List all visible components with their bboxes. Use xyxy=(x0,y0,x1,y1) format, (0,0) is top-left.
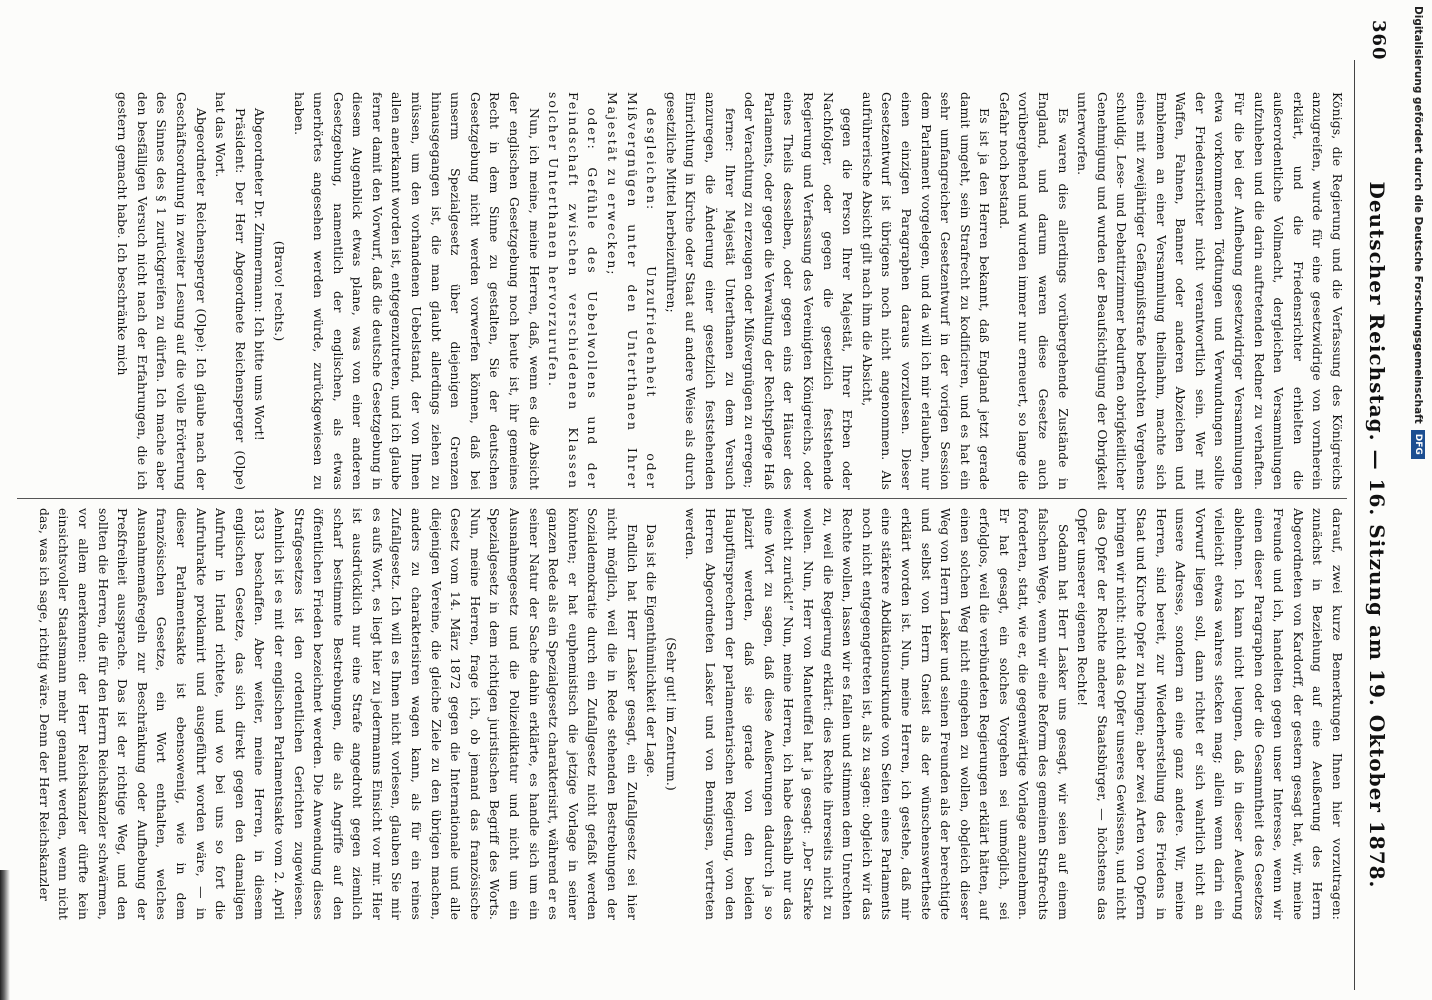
column-divider xyxy=(17,498,1347,499)
page-header: Deutscher Reichstag. — 16. Sitzung am 19. Oktober 1878. xyxy=(1365,181,1389,889)
left-applause: (Bravo! rechts.) xyxy=(271,240,287,342)
page-number: 360 xyxy=(1368,20,1389,61)
president-remark: Präsident: Der Herr Abgeordnete Reichensperger (Olpe) hat das Wort. xyxy=(213,92,248,490)
scan-edge-shadow xyxy=(0,870,10,1000)
right-paragraph-1: darauf, zwei kurze Bemerkungen Ihnen hier vorzutragen: zunächst in Beziehung auf eine Aeußerung des Herrn Abgeordneten von Kardorff, der gestern gesagt hat, wir, meine Freunde und ich, handelten gegen unser Interesse, wenn wir einen dieser Paragraphen oder die Gesammtheit des Gesetzes ablehnen. Ich kann nicht leugnen, daß in dieser Aeußerung vielleicht etwas wahres stecken mag; allein wenn darin ein Vorwurf liegen soll, dann richtet er sich wahrlich nicht an unsere Adresse, sondern an eine ganz andere. Wir, meine Herren, sind bereit, zur Wiederherstellung des Friedens in Staat und Kirche Opfer zu bringen; aber zwei Arten von Opfern bringen wir nicht: nicht das Opfer unseres Gewissens, und nicht das Opfer der Rechte anderer Staatsbürger, — höchstens das Opfer unserer eigenen Rechte! xyxy=(1075,508,1345,920)
right-paragraph-2: Sodann hat Herr Lasker uns gesagt, wir seien auf einem falschen Wege, wenn wir eine Reform des gemeinen Strafrechts forderten, statt, wie er, die gegenwärtige Vorlage anzunehmen. Er hat gesagt, ein solches Vorgehen sei unmöglich, sei erfolglos, weil die verbündeten Regierungen erklärt hätten, auf einen solchen Weg nicht eingehen zu wollen, obgleich dieser Weg von Herrn Lasker und seinen Freunden als der berechtigte und selbst von Herrn Gneist als der wünschenswertheste erklärt worden ist. Nun, meine Herren, ich gestehe, daß mir eine stärkere Abdikationsurkunde von Seiten eines Parlaments noch nicht entgegengetreten ist, als zu sagen: obgleich wir das Rechte wollen, lassen wir es fallen und stimmen dem Unrechten zu, weil die Regierung erklärt: dies Rechte ihrerseits nicht zu wollen. Nun, Herr von Manteuffel hat ja gesagt: „Der Starke weicht zurück!“ Nun, meine Herren, ich habe deshalb nur das eine Wort zu sagen, daß diese Aeußerungen dadurch ja so plazirt werden, daß sie gerade von den beiden Hauptfürsprechern der parlamentarischen Regierung, von den Herren Abgeordneten Lasker und von Bennigsen, vertreten werden. xyxy=(683,508,1071,920)
digitization-text: Digitalisierung gefördert durch die Deutsche Forschungsgemeinschaft xyxy=(1412,6,1424,424)
left-column xyxy=(8,92,1347,490)
left-paragraph-4: Nun, ich meine, meine Herren, daß, wenn es die Absicht der englischen Gesetzgebung noch heute ist, ihr gemeines Recht in dem Sinne zu gestalten, Sie der deutschen Gesetzgebung nicht werden vorwerfen können, daß bei unserm Spezialgesetz über diejenigen Grenzen hinausgegangen ist, die man glaubt allerdings ziehen zu müssen, um den vorhandenen Uebelstand, der von Ihnen allen anerkannt worden ist, entgegenzutreten, und ich glaube ferner damit den Vorwurf, daß die deutsche Gesetzgebung in diesem Augenblick etwas plane, was von einer anderen Gesetzgebung, namentlich der englischen, als etwas unerhörtes angesehen werden würde, zurückgewiesen zu haben. xyxy=(291,92,542,490)
speaker-reichensperger: Abgeordneter Reichensperger (Olpe): Ich glaube nach der Geschäftsordnung in zweiter Lesung auf die volle Erörterung des Sinnes des § 1 zurückgreifen zu dürfen. Ich mache aber den besfälligen Versuch nicht nach der Erfahrungen, die ich gestern gemacht habe. Ich beschränke mich xyxy=(115,92,209,490)
digitization-stamp xyxy=(1408,6,1428,586)
left-quote-1: gegen die Person Ihrer Majestät, Ihrer Erben oder Nachfolger, oder gegen die gesetzlich feststehende Regierung und Verfassung des Vereinigten Königreichs, oder eines Theils desselben, oder gegen eins der Häuser des Parlaments, oder gegen die Verwaltung der Rechtspflege Haß oder Verachtung zu erzeugen oder Mißvergnügen zu erregen; xyxy=(742,92,856,490)
left-paragraph-3: Es ist ja den Herren bekannt, daß England jetzt gerade damit umgeht, sein Strafrecht zu kodificiren, und es hat ein sehr umfangreicher Gesetzentwurf in der vorigen Session dem Parlament vorgelegen, und da will ich mir erlauben, nur einen einzigen Paragraphen daraus vorzulesen. Dieser Gesetzentwurf ist übrigens noch nicht angenommen. Als aufrührerische Absicht gilt nach ihm die Absicht, xyxy=(859,92,993,490)
speaker-zimmermann: Abgeordneter Dr. Zimmermann: Ich bitte ums Wort! xyxy=(252,108,268,441)
left-quote-3: desgleichen: Unzufriedenheit oder Mißvergnügen unter den Unterthanen Ihrer Majestät zu erwecken; xyxy=(605,92,660,490)
right-paragraph-4: Endlich hat Herr Lasker gesagt, ein Zufallgesetz sei hier nicht möglich, weil die in Rede stehenden Bestrebungen der Sozialdemokratie durch ein Zufallgesetz nicht gefaßt werden könnten; er hat euphemistisch die jetzige Vorlage in seiner ganzen Rede als ein Spezialgesetz charakterisirt, während er es seiner Natur der Sache dahin erklärte, es handle sich um ein Ausnahmegesetz und die Polizeidiktatur und nicht um ein Spezialgesetz in dem richtigen juristischen Begriff des Worts. Nun, meine Herren, frage ich, ob jemand das französische Gesetz vom 14. März 1872 gegen die Internationale und alle diejenigen Vereine, die gleiche Ziele zu den übrigen machen, anders zu charakterisiren wagen kann, als für ein reines Zufallgesetz. Ich will es Ihnen nicht vorlesen, glauben Sie mir es aufs Wort, es liegt hier zu jedermanns Einsicht vor mir. Hier ist ausdrücklich nur eine Strafe angedroht gegen ziemlich scharf bestimmte Bestrebungen, die als Angriffe auf den öffentlichen Frieden bezeichnet werden. Die Anwendung dieses Strafgesetzes ist den ordentlichen Gerichten zugewiesen. Aehnlich ist es mit der englischen Parlamentsakte vom 2. April 1833 beschaffen. Aber weiter, meine Herren, in diesem englischen Gesetze, das sich direkt gegen den damaligen Aufruhr in Irland richtete, und wo bei uns so fort die Aufruhrakte proklamirt und ausgeführt worden wäre, — in dieser Parlamentsakte ist ebensowenig, wie in dem französischen Gesetze, ein Wort enthalten, welches Ausnahmemaßregeln zur Beschränkung oder Aufhebung der Preßfreiheit aussprache. Das ist der richtige Weg, und den sollten die Herren, die für den Herrn Reichskanzler schwärmen, vor allem anerkennen: der Herr Reichskanzler dürfte kein einsichtsvoller Staatsmann mehr genannt werden, wenn nicht das, was ich sage, richtig wäre. Denn der Herr Reichskanzler xyxy=(36,508,640,920)
left-paragraph-2: Es waren dies allerdings vorübergehende Zustände in England, und darum waren diese Gesetze auch vorübergehend und wurden immer nur erneuert, so lange die Gefahr noch bestand. xyxy=(996,92,1071,490)
left-quote-4: oder: Gefühle des Uebelwollens und der Feindschaft zwischen verschiedenen Klassen solcher Unterthanen hervorzurufen. xyxy=(546,92,601,490)
left-paragraph-1: Königs, die Regierung und die Verfassung des Königreichs anzugreifen, wurde für eine gesetzwidrige von vornherein erklärt, und die Friedensrichter erhielten die außerordentliche Vollmacht, dergleichen Versammlungen aufzuheben und die darin auftretenden Redner zu verhaften. Für die bei der Aufhebung gesetzwidriger Versammlungen etwa vorkommenden Tödtungen und Verwundungen sollte der Friedensrichter nicht verantwortlich sein. Wer mit Waffen, Fahnen, Banner oder anderen Abzeichen und Emblemen an einer Versammlung theilnahm, machte sich eines mit zweijähriger Gefängnißstrafe bedrohten Vergehens schuldig. Lese- und Debattirzimmer bedurften obrigkeitlicher Genehmigung und wurden der Beaufsichtigung der Obrigkeit unterworfen. xyxy=(1075,92,1345,490)
header-rule xyxy=(1354,60,1355,990)
right-paragraph-3: Das ist die Eigenthümlichkeit der Lage. xyxy=(644,524,660,778)
left-quote-2: ferner: Ihrer Majestät Unterthanen zu dem Versuch anzuregen, die Änderung einer gesetzlich feststehenden Einrichtung in Kirche oder Staat auf andere Weise als durch gesetzliche Mittel herbeizuführen; xyxy=(663,92,738,490)
right-applause: (Sehr gut! im Zentrum.) xyxy=(663,637,679,791)
dfg-logo: DFG xyxy=(1411,430,1425,459)
right-column xyxy=(8,508,1347,920)
